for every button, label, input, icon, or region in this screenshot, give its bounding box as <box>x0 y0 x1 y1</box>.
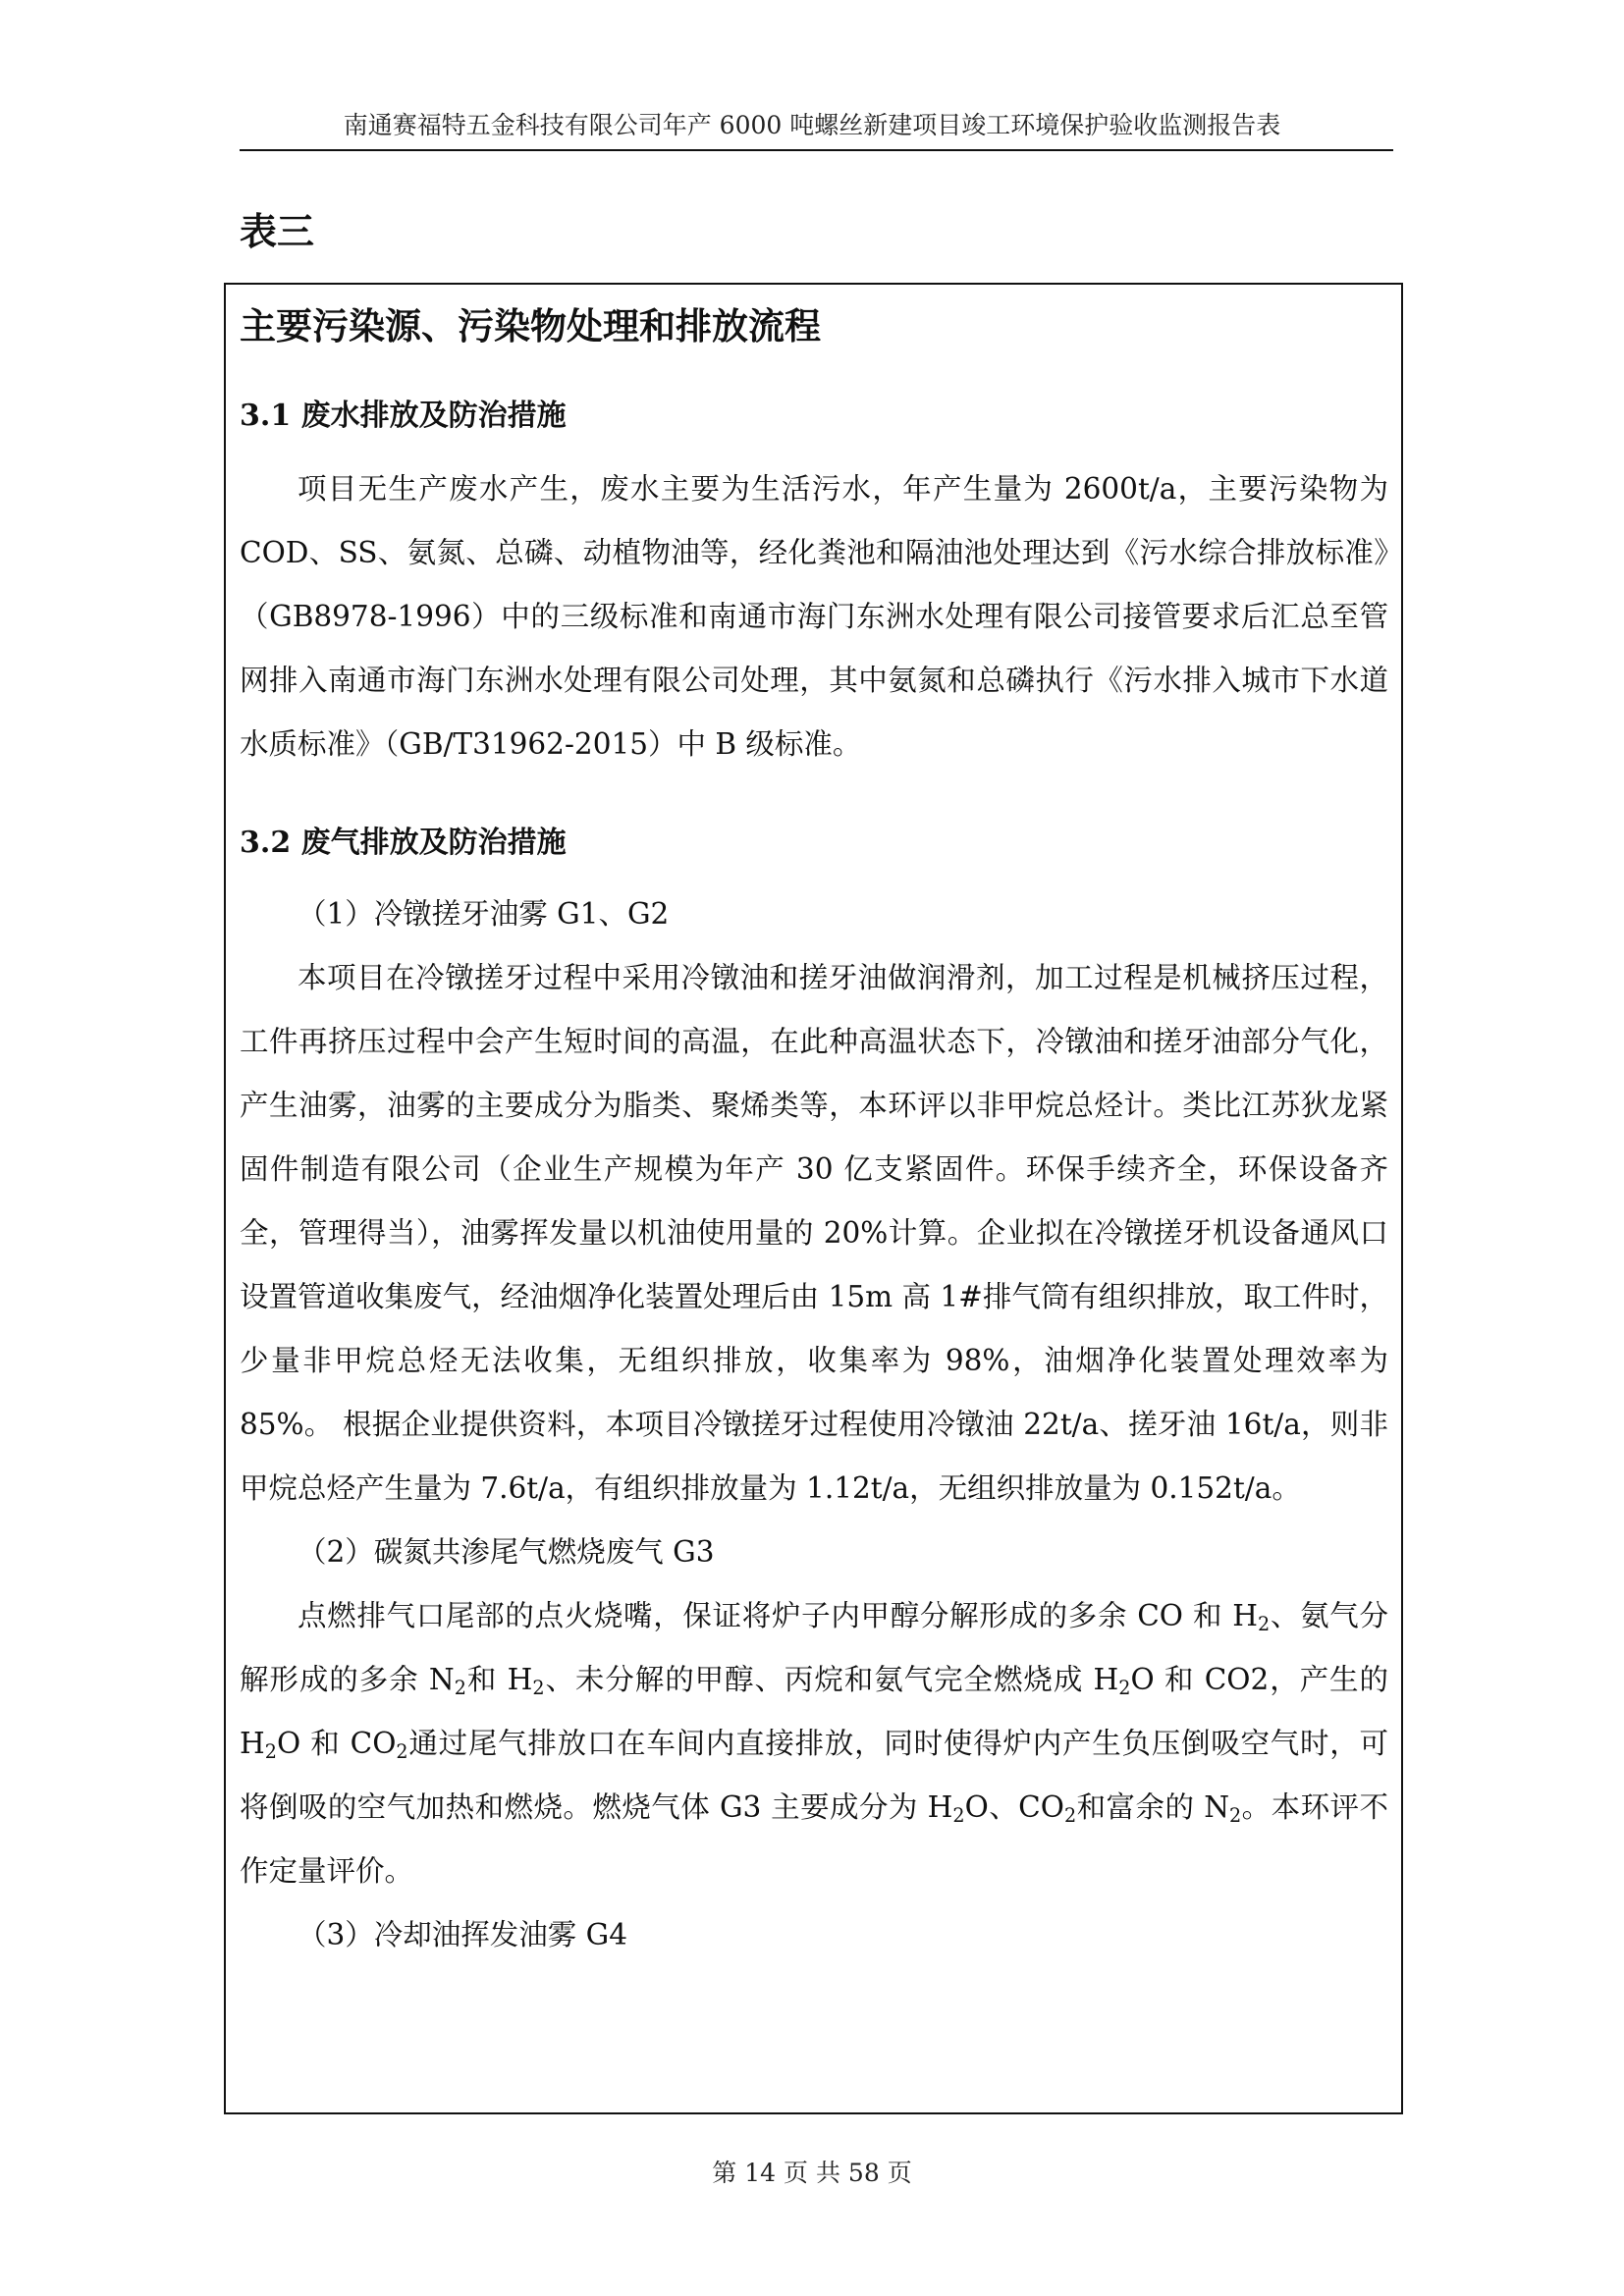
subscript: 2 <box>454 1676 466 1699</box>
page-footer <box>0 2158 1624 2189</box>
item-label-g3: （2）碳氮共渗尾气燃烧废气 G3 <box>298 1535 715 1569</box>
subscript: 2 <box>1229 1803 1242 1827</box>
subscript: 2 <box>264 1739 277 1763</box>
subscript: 2 <box>1258 1612 1271 1635</box>
page-total: 58 <box>847 2159 880 2187</box>
item-label-g1-g2: （1）冷镦搓牙油雾 G1、G2 <box>298 897 670 931</box>
paragraph-combustion-gas <box>240 1584 1388 1903</box>
header-divider <box>240 149 1393 151</box>
text-run: 、氨气分解形成的多余 N <box>240 1599 1388 1696</box>
subscript: 2 <box>952 1803 965 1827</box>
heading-3-1: 3.1 废水排放及防治措施 <box>240 399 567 433</box>
subscript: 2 <box>1063 1803 1077 1827</box>
page-current: 14 <box>744 2159 777 2187</box>
section-label: 表三 <box>240 209 315 253</box>
text-run: 。本环评不作定量评价。 <box>240 1790 1388 1888</box>
item-label-g4: （3）冷却油挥发油雾 G4 <box>298 1918 627 1951</box>
content-body <box>240 291 1388 1967</box>
paragraph-wastewater: 项目无生产废水产生，废水主要为生活污水，年产生量为 2600t/a，主要污染物为 COD、SS、氨氮、总磷、动植物油等，经化粪池和隔油池处理达到《污水综合排放标准》（GB8978-1996）中的三级标准和南通市海门东洲水处理有限公司接管要求后汇总至管网排入南通市海门东洲水处理有限公司处理，其中氨氮和总磷执行《污水排入城市下水道水质标准》（GB/T31962-2015）中 B 级标准。 <box>240 472 1388 761</box>
subscript: 2 <box>396 1739 408 1763</box>
box-title: 主要污染源、污染物处理和排放流程 <box>240 304 821 347</box>
page-suffix: 页 <box>887 2159 912 2187</box>
paragraph-oil-mist: 本项目在冷镦搓牙过程中采用冷镦油和搓牙油做润滑剂，加工过程是机械挤压过程，工件再挤压过程中会产生短时间的高温，在此种高温状态下，冷镦油和搓牙油部分气化，产生油雾，油雾的主要成分为脂类、聚烯类等，本环评以非甲烷总烃计。类比江苏狄龙紧固件制造有限公司（企业生产规模为年产 30 亿支紧固件。环保手续齐全，环保设备齐全，管理得当），油雾挥发量以机油使用量的 20%计算。企业拟在冷镦搓牙机设备通风口设置管道收集废气，经油烟净化装置处理后由 15m 高 1#排气筒有组织排放，取工件时，少量非甲烷总烃无法收集，无组织排放，收集率为 98%，油烟净化装置处理效率为 85%。 根据企业提供资料，本项目冷镦搓牙过程使用冷镦油 22t/a、搓牙油 16t/a，则非甲烷总烃产生量为 7.6t/a，有组织排放量为 1.12t/a，无组织排放量为 0.152t/a。 <box>240 961 1388 1505</box>
text-run: 通过尾气排放口在车间内直接排放，同时使得炉内产生负压倒吸空气时，可将倒吸的空气加热和燃烧。燃烧气体 G3 主要成分为 H <box>240 1727 1388 1824</box>
subscript: 2 <box>1118 1676 1131 1699</box>
subscript: 2 <box>532 1676 545 1699</box>
text-run: O 和 CO2，产生的 H <box>240 1663 1388 1760</box>
page-prefix: 第 <box>712 2159 737 2187</box>
text-run: 、未分解的甲醇、丙烷和氨气完全燃烧成 H <box>544 1663 1119 1696</box>
text-run: O 和 CO <box>276 1727 397 1760</box>
page-mid: 页 共 <box>784 2159 840 2187</box>
document-header: 南通赛福特五金科技有限公司年产 6000 吨螺丝新建项目竣工环境保护验收监测报告表 <box>343 111 1281 139</box>
text-run: O、CO <box>964 1790 1064 1824</box>
heading-3-2: 3.2 废气排放及防治措施 <box>240 826 567 860</box>
text-run: 和富余的 N <box>1076 1790 1230 1824</box>
text-run: 点燃排气口尾部的点火烧嘴，保证将炉子内甲醇分解形成的多余 CO 和 H <box>298 1599 1259 1632</box>
text-run: 和 H <box>465 1663 533 1696</box>
